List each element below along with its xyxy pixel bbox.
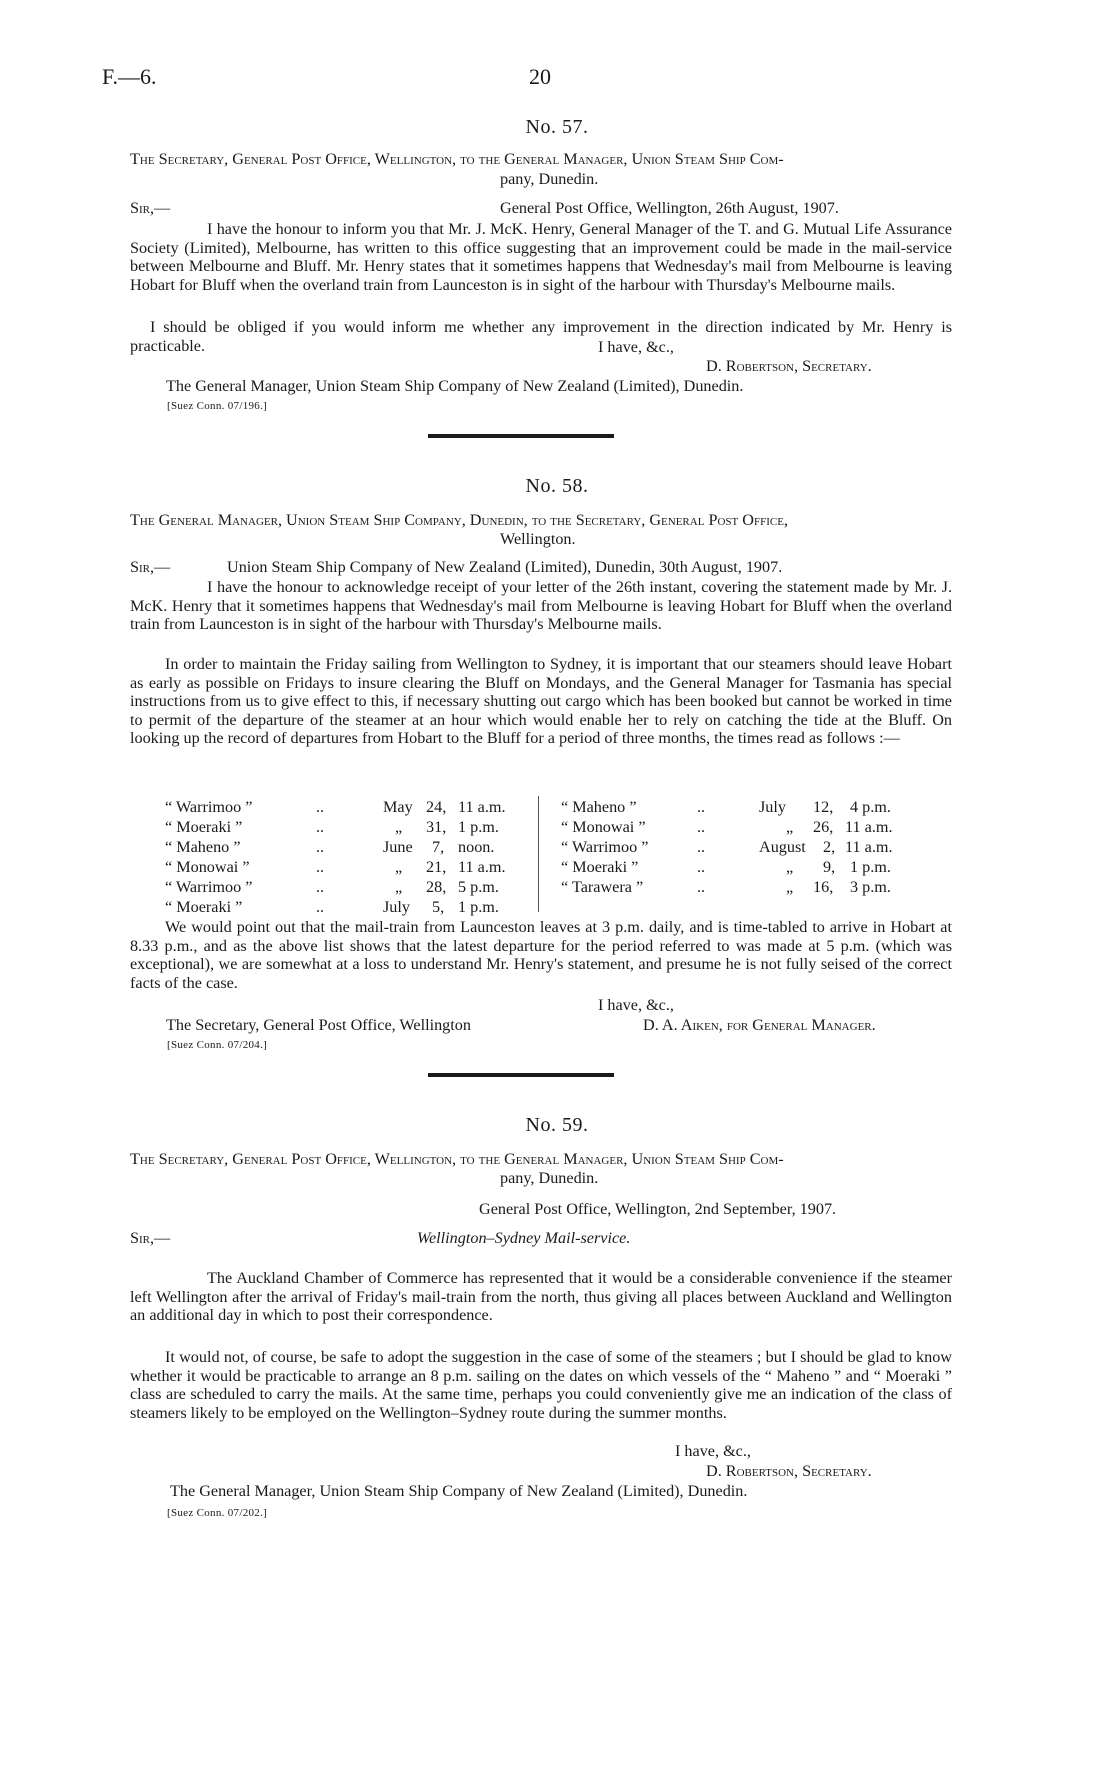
letter-58-paragraph-1: I have the honour to acknowledge receipt of your letter of the 26th instant, covering the statement made by Mr. J. McK. Henry that it sometimes happens that Wednesday's mail from Melbourne is leaving Hobart for Bluff when the overland train from Launceston is in sight of the harbour with Thursday's Melbourne mails. <box>130 578 952 634</box>
letter-58-reference: [Suez Conn. 07/204.] <box>167 1039 268 1051</box>
letter-59-subject: Wellington–Sydney Mail-service. <box>417 1229 631 1247</box>
letter-57-paragraph-2: I should be obliged if you would inform me whether any improvement in the direction indicated by Mr. Henry is practicable. <box>130 318 952 355</box>
letter-58-addressee: The Secretary, General Post Office, Wellington <box>166 1016 471 1034</box>
letter-59-closing: I have, &c., <box>675 1442 751 1460</box>
letter-59-paragraph-1: The Auckland Chamber of Commerce has represented that it would be a considerable convenience if the steamer left Wellington after the arrival of Friday's mail-train from the north, thus giving all places between Auckland and Wellington an additional day in which to post their correspondence. <box>130 1269 952 1325</box>
letter-58-heading-line1: The General Manager, Union Steam Ship Company, Dunedin, to the Secretary, General Post Office, <box>130 511 788 529</box>
letter-57-salutation: Sir,— <box>130 199 171 217</box>
letter-59-signature: D. Robertson, Secretary. <box>706 1462 872 1480</box>
letter-59-number: No. 59. <box>525 1114 589 1136</box>
letter-58-closing: I have, &c., <box>598 996 674 1014</box>
letter-58-signature: D. A. Aiken, for General Manager. <box>643 1016 876 1034</box>
letter-59-heading-line2: pany, Dunedin. <box>500 1169 599 1187</box>
departure-row: “ Monowai ” <box>165 858 250 876</box>
departure-row: “ Moeraki ” <box>165 818 243 836</box>
departure-row: “ Moeraki ” <box>165 898 243 916</box>
table-column-divider <box>538 796 539 912</box>
document-code: F.—6. <box>102 64 157 89</box>
letter-57-paragraph-1: I have the honour to inform you that Mr. J. McK. Henry, General Manager of the T. and G. Mutual Life Assurance Society (Limited), Melbourne, has written to this office suggesting that an improvement could be made in the mail-service between Melbourne and Bluff. Mr. Henry states that it sometimes happens that Wednesday's mail from Melbourne is leaving Hobart for Bluff when the overland train from Launceston is in sight of the harbour with Thursday's Melbourne mails. <box>130 220 952 294</box>
section-divider <box>428 1073 614 1077</box>
page-number: 20 <box>529 64 551 89</box>
letter-57-closing: I have, &c., <box>598 338 674 356</box>
letter-59-addressee: The General Manager, Union Steam Ship Company of New Zealand (Limited), Dunedin. <box>170 1482 748 1500</box>
letter-57-signature: D. Robertson, Secretary. <box>706 357 872 375</box>
departure-row: “ Warrimoo ” <box>165 798 253 816</box>
departure-row: “ Maheno ” <box>561 798 637 816</box>
letter-57-heading-line2: pany, Dunedin. <box>500 170 599 188</box>
departure-row: “ Warrimoo ” <box>165 878 253 896</box>
letter-58-paragraph-3: We would point out that the mail-train from Launceston leaves at 3 p.m. daily, and is time-tabled to arrive in Hobart at 8.33 p.m., and as the above list shows that the latest departure for the period referred to was made at 5 p.m. (which was exceptional), we are somewhat at a loss to understand Mr. Henry's statement, and presume he is not fully seised of the correct facts of the case. <box>130 918 952 992</box>
letter-59-heading-line1: The Secretary, General Post Office, Wellington, to the General Manager, Union Steam Ship Com- <box>130 1150 784 1168</box>
letter-59-dateline: General Post Office, Wellington, 2nd September, 1907. <box>479 1200 837 1218</box>
letter-57-reference: [Suez Conn. 07/196.] <box>167 400 268 412</box>
departure-row: “ Moeraki ” <box>561 858 639 876</box>
letter-58-paragraph-2: In order to maintain the Friday sailing from Wellington to Sydney, it is important that our steamers should leave Hobart as early as possible on Fridays to insure clearing the Bluff on Mondays, and the General Manager for Tasmania has special instructions from us to give effect to this, if necessary shutting out cargo which has been booked but cannot be worked in time to permit of the departure of the steamer at an hour which would enable her to rely on catching the tide at the Bluff. On looking up the record of departures from Hobart to the Bluff for a period of three months, the times read as follows :— <box>130 655 952 748</box>
letter-58-dateline: Union Steam Ship Company of New Zealand (Limited), Dunedin, 30th August, 1907. <box>227 558 783 576</box>
departure-row: “ Monowai ” <box>561 818 646 836</box>
letter-59-reference: [Suez Conn. 07/202.] <box>167 1507 268 1519</box>
letter-57-addressee: The General Manager, Union Steam Ship Company of New Zealand (Limited), Dunedin. <box>166 377 744 395</box>
departure-row: “ Tarawera ” <box>561 878 644 896</box>
departure-row: “ Warrimoo ” <box>561 838 649 856</box>
letter-58-heading-line2: Wellington. <box>500 530 576 548</box>
letter-57-number: No. 57. <box>525 116 589 138</box>
letter-57-dateline: General Post Office, Wellington, 26th August, 1907. <box>500 199 839 217</box>
letter-59-salutation: Sir,— <box>130 1229 171 1247</box>
section-divider <box>428 434 614 438</box>
letter-58-salutation: Sir,— <box>130 558 171 576</box>
letter-59-paragraph-2: It would not, of course, be safe to adopt the suggestion in the case of some of the steamers ; but I should be glad to know whether it would be practicable to arrange an 8 p.m. sailing on the dates on which vessels of the “ Maheno ” and “ Moeraki ” class are scheduled to carry the mails. At the same time, perhaps you could conveniently give me an indication of the class of steamers likely to be employed on the Wellington–Sydney route during the summer months. <box>130 1348 952 1422</box>
letter-57-heading-line1: The Secretary, General Post Office, Wellington, to the General Manager, Union Steam Ship Com- <box>130 150 784 168</box>
letter-58-number: No. 58. <box>525 475 589 497</box>
departure-row: “ Maheno ” <box>165 838 241 856</box>
